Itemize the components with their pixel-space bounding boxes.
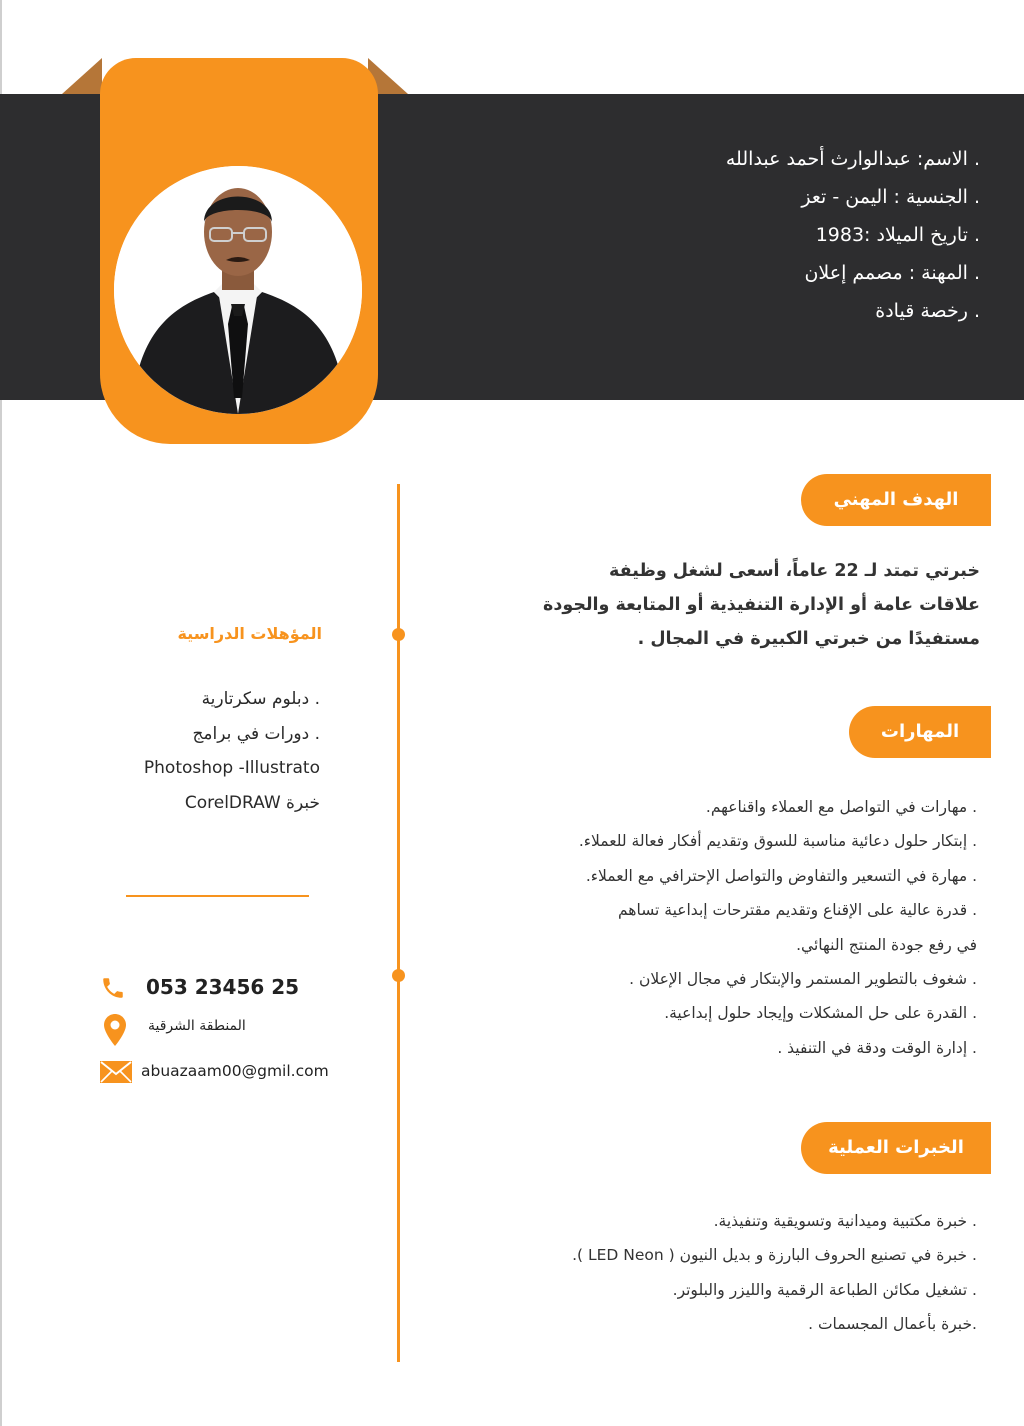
skill-item: . القدرة على حل المشكلات وإيجاد حلول إبداعية. <box>664 1004 977 1023</box>
info-nationality: . الجنسية : اليمن - تعز <box>801 186 980 208</box>
skill-item: . قدرة عالية على الإقناع وتقديم مقترحات إبداعية تساهم <box>617 901 977 920</box>
experience-item: . تشغيل مكائن الطباعة الرقمية والليزر والبلوتر. <box>672 1280 977 1299</box>
skill-item: . مهارة في التسعير والتفاوض والتواصل الإحترافي مع العملاء. <box>585 866 977 885</box>
section-divider <box>126 895 309 897</box>
skills-list <box>579 792 977 1067</box>
education-list <box>80 684 320 822</box>
skills-heading: المهارات <box>849 706 991 758</box>
personal-info <box>560 144 980 334</box>
objective-line: خبرتي تمتد لـ 22 عاماً، أسعى لشغل وظيفة <box>608 561 980 581</box>
experience-item: . خبرة مكتبية وميدانية وتسويقية وتنفيذية. <box>713 1212 977 1230</box>
location-pin-icon <box>104 1014 126 1050</box>
experience-heading: الخبرات العملية <box>801 1122 991 1174</box>
education-item: . دورات في برامج <box>192 723 320 744</box>
experience-item: . خبرة في تصنيع الحروف البارزة و بديل النيون ( LED Neon ). <box>572 1246 977 1265</box>
objective-line: مستفيدًا من خبرتي الكبيرة في المجال . <box>637 629 980 649</box>
person-portrait-icon <box>114 166 362 414</box>
ribbon-fold-left <box>62 58 102 94</box>
skill-item: . شغوف بالتطوير المستمر والإبتكار في مجال الإعلان . <box>629 969 977 988</box>
info-name: . الاسم: عبدالوارث أحمد عبدالله <box>725 148 980 170</box>
phone-number: 053 23456 25 <box>146 975 300 999</box>
education-item: Photoshop -Illustrato <box>143 758 320 778</box>
objective-heading: الهدف المهني <box>801 474 991 526</box>
timeline-dot <box>392 628 405 641</box>
profile-photo <box>114 166 362 414</box>
timeline-dot <box>392 969 405 982</box>
skill-item: . مهارات في التواصل مع العملاء واقناعهم. <box>705 798 977 816</box>
info-license: . رخصة قيادة <box>875 300 980 322</box>
timeline-line <box>397 484 400 1362</box>
mail-icon <box>100 1061 132 1087</box>
education-item: خبرة CorelDRAW <box>184 792 320 813</box>
email-address: abuazaam00@gmil.com <box>141 1062 329 1080</box>
skill-item: في رفع جودة المنتج النهائي. <box>796 935 977 954</box>
location-text: المنطقة الشرقية <box>148 1018 246 1034</box>
info-profession: . المهنة : مصمم إعلان <box>804 262 980 284</box>
education-heading: المؤهلات الدراسية <box>177 624 322 643</box>
skill-item: . إدارة الوقت ودقة في التنفيذ . <box>777 1038 977 1057</box>
experience-list <box>572 1206 977 1344</box>
experience-item: .خبرة بأعمال المجسمات . <box>808 1315 977 1334</box>
education-item: . دبلوم سكرتارية <box>201 689 320 709</box>
info-birthdate: . تاريخ الميلاد :1983 <box>815 224 980 246</box>
skill-item: . إبتكار حلول دعائية مناسبة للسوق وتقديم أفكار فعالة للعملاء. <box>578 832 977 851</box>
objective-line: علاقات عامة أو الإدارة التنفيذية أو المتابعة والجودة <box>543 595 980 615</box>
phone-icon <box>100 975 126 1005</box>
objective-text <box>543 556 980 658</box>
